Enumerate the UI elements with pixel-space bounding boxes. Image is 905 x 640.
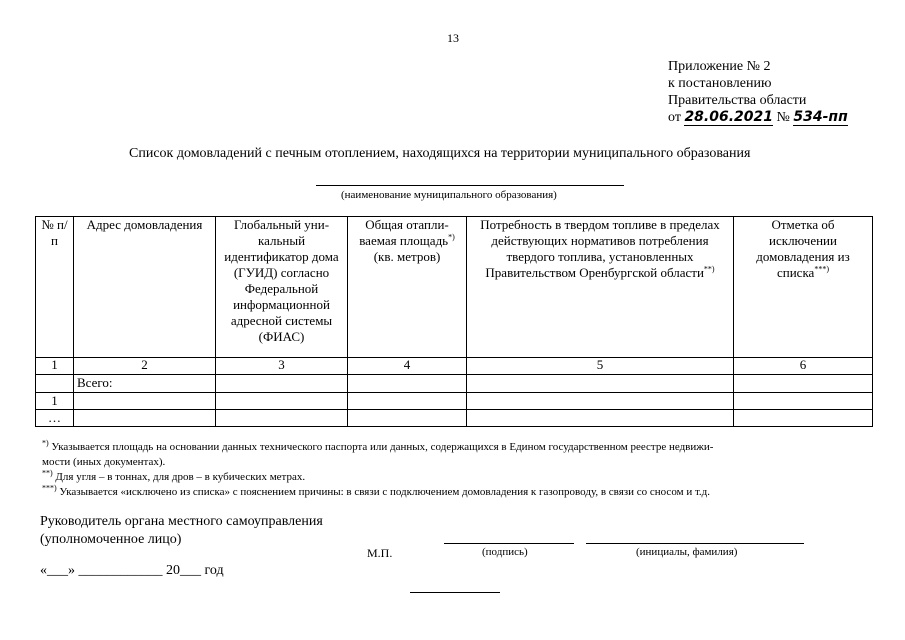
municipality-caption: (наименование муниципального образования) — [341, 189, 557, 201]
table-cell — [734, 375, 873, 393]
footnote-3: ***) Указывается «исключено из списка» с пояснением причины: в связи с подключением домовладения к газопроводу, в связи со сносом и т.д. — [42, 483, 711, 498]
from-prefix: от — [668, 110, 681, 125]
column-number: 1 — [36, 358, 74, 375]
row-ellipsis: … — [36, 410, 74, 427]
footnote-1-cont: мости (иных документах). — [42, 456, 166, 468]
table-cell — [36, 375, 74, 393]
initials-caption: (инициалы, фамилия) — [636, 546, 738, 558]
total-row — [36, 375, 873, 393]
footnotes — [42, 440, 862, 500]
table-cell — [348, 410, 467, 427]
page-number: 13 — [447, 31, 459, 45]
document-title: Список домовладений с печным отоплением, находящихся на территории муниципального образования — [129, 146, 751, 161]
header-address: Адрес домовладения — [74, 217, 216, 358]
table-cell — [467, 393, 734, 410]
table-cell — [467, 410, 734, 427]
header-fuel-need: Потребность в твердом топливе в пределах действующих нормативов потребления твердого топлива, установленных Правительством Оренбургской области**) — [467, 217, 734, 358]
table-cell — [348, 375, 467, 393]
signature-caption: (подпись) — [482, 546, 528, 558]
number-prefix: № — [776, 110, 790, 125]
appendix-line-2: к постановлению — [668, 76, 772, 91]
total-label: Всего: — [74, 375, 216, 393]
closing-line — [410, 592, 500, 593]
table-cell — [216, 410, 348, 427]
header-area: Общая отапли-ваемая площадь*) (кв. метров) — [348, 217, 467, 358]
table-row — [36, 410, 873, 427]
table-cell — [734, 410, 873, 427]
row-number: 1 — [36, 393, 74, 410]
column-number: 4 — [348, 358, 467, 375]
column-number: 6 — [734, 358, 873, 375]
table-cell — [74, 393, 216, 410]
appendix-line-3: Правительства области — [668, 93, 807, 108]
column-numbers-row — [36, 358, 873, 375]
role-line-2: (уполномоченное лицо) — [40, 532, 182, 547]
appendix-line-1: Приложение № 2 — [668, 59, 771, 74]
footnote-2: **) Для угля – в тоннах, для дров – в кубических метрах. — [42, 468, 306, 483]
signatory-role — [40, 513, 323, 549]
municipality-fill-line — [316, 185, 624, 186]
column-number: 2 — [74, 358, 216, 375]
table-cell — [734, 393, 873, 410]
table-cell — [74, 410, 216, 427]
households-table — [35, 216, 873, 427]
header-guid: Глобальный уни-кальный идентификатор дома (ГУИД) согласно Федеральной информационной адресной системы (ФИАС) — [216, 217, 348, 358]
table-cell — [216, 375, 348, 393]
footnote-1: *) Указывается площадь на основании данных технического паспорта или данных, содержащихся в Едином государственном реестре недвижи- — [42, 438, 714, 453]
header-number: № п/п — [36, 217, 74, 358]
table-cell — [216, 393, 348, 410]
seal-place-label: М.П. — [367, 546, 393, 560]
initials-line — [586, 543, 804, 544]
appendix-block — [668, 58, 848, 126]
table-cell — [467, 375, 734, 393]
header-exclusion: Отметка об исключении домовладения из списка***) — [734, 217, 873, 358]
signature-line — [444, 543, 574, 544]
role-line-1: Руководитель органа местного самоуправления — [40, 514, 323, 529]
table-cell — [348, 393, 467, 410]
table-row — [36, 393, 873, 410]
date-template: «___» ____________ 20___ год — [40, 563, 224, 578]
appendix-date-line — [668, 109, 848, 126]
column-number: 3 — [216, 358, 348, 375]
handwritten-date: 28.06.2021 — [684, 109, 774, 125]
column-number: 5 — [467, 358, 734, 375]
handwritten-number: 534-пп — [793, 109, 848, 125]
